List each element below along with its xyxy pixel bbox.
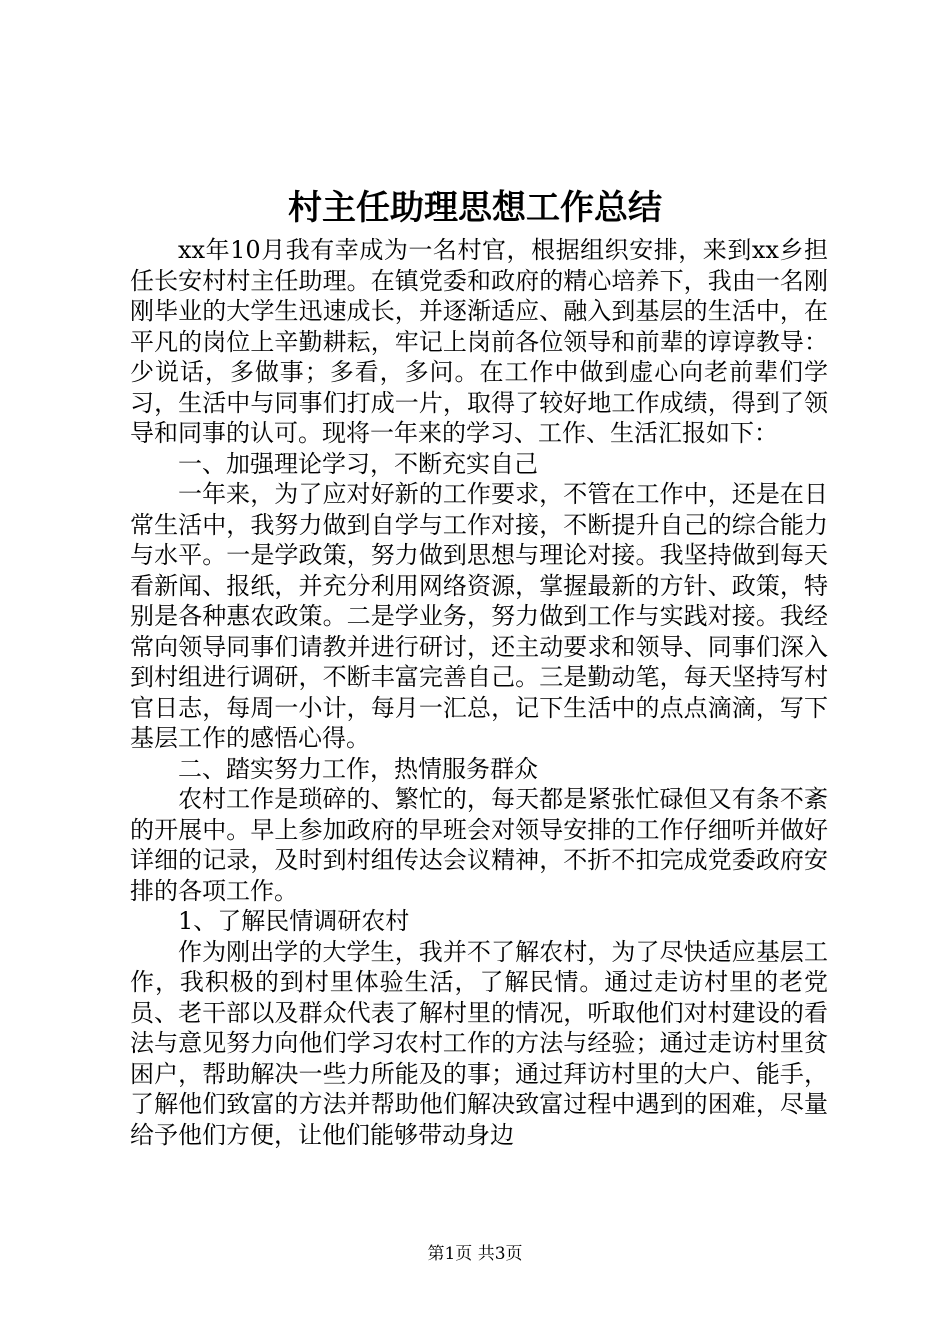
- paragraph-theory-study: 一年来，为了应对好新的工作要求，不管在工作中，还是在日常生活中，我努力做到自学与工作对接，不断提升自己的综合能力与水平。一是学政策，努力做到思想与理论对接。我坚持做到每天看新闻、报纸，并充分利用网络资源，掌握最新的方针、政策，特别是各种惠农政策。二是学业务，努力做到工作与实践对接。我经常向领导同事们请教并进行研讨，还主动要求和领导、同事们深入到村组进行调研，不断丰富完善自己。三是勤动笔，每天坚持写村官日志，每周一小计，每月一汇总，记下生活中的点点滴滴，写下基层工作的感悟心得。: [130, 480, 828, 752]
- paragraph-understand-village: 作为刚出学的大学生，我并不了解农村，为了尽快适应基层工作，我积极的到村里体验生活，了解民情。通过走访村里的老党员、老干部以及群众代表了解村里的情况，听取他们对村建设的看法与意见努力向他们学习农村工作的方法与经验；通过走访村里贫困户，帮助解决一些力所能及的事；通过拜访村里的大户、能手，了解他们致富的方法并帮助他们解决致富过程中遇到的困难，尽量给予他们方便，让他们能够带动身边: [130, 937, 828, 1149]
- paragraph-intro: xx年10月我有幸成为一名村官，根据组织安排，来到xx乡担任长安村村主任助理。在镇党委和政府的精心培养下，我由一名刚刚毕业的大学生迅速成长，并逐渐适应、融入到基层的生活中，在平凡的岗位上辛勤耕耘，牢记上岗前各位领导和前辈的谆谆教导：少说话，多做事；多看，多问。在工作中做到虚心向老前辈们学习，生活中与同事们打成一片，取得了较好地工作成绩，得到了领导和同事的认可。现将一年来的学习、工作、生活汇报如下：: [130, 236, 828, 447]
- page-footer: 第1页 共3页: [427, 1244, 523, 1264]
- subsection-heading-understand-village: 1、了解民情调研农村: [178, 907, 410, 935]
- paragraph-serve-people: 农村工作是琐碎的、繁忙的，每天都是紧张忙碌但又有条不紊的开展中。早上参加政府的早班会对领导安排的工作仔细听并做好详细的记录，及时到村组传达会议精神，不折不扣完成党委政府安排的各项工作。: [130, 785, 828, 905]
- section-heading-theory-study: 一、加强理论学习，不断充实自己: [178, 449, 538, 478]
- page-title: 村主任助理思想工作总结: [288, 188, 662, 228]
- document-body: [130, 235, 828, 1150]
- section-heading-serve-people: 二、踏实努力工作，热情服务群众: [178, 754, 538, 783]
